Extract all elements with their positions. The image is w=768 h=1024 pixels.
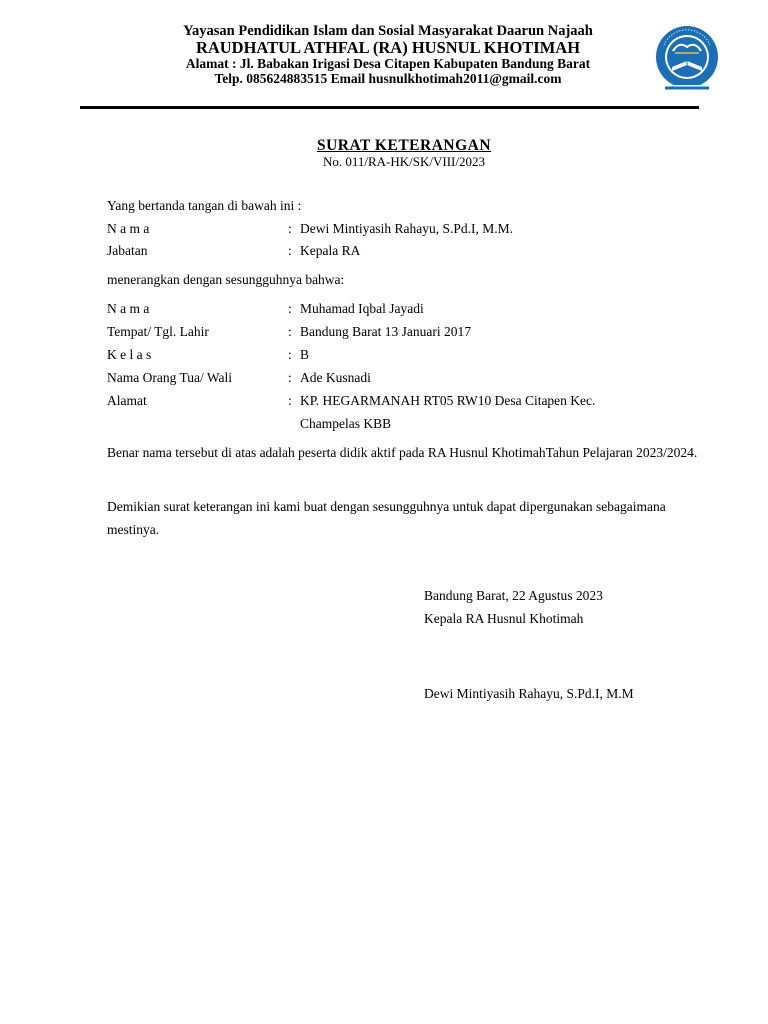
- school-logo: [655, 23, 719, 97]
- declare-text: menerangkan dengan sesungguhnya bahwa:: [107, 272, 345, 287]
- field-value: Ade Kusnadi: [300, 370, 371, 385]
- letterhead-divider: [80, 106, 699, 109]
- field-label: N a m a: [107, 301, 150, 316]
- letter-heading: [0, 137, 768, 170]
- school-name: RAUDHATUL ATHFAL (RA) HUSNUL KHOTIMAH: [195, 38, 581, 57]
- foundation-name: Yayasan Pendidikan Islam dan Sosial Masyarakat Daarun Najaah: [183, 23, 593, 39]
- letter-number: No. 011/RA-HK/SK/VIII/2023: [322, 154, 485, 169]
- field-label: Jabatan: [107, 243, 148, 258]
- closing-paragraph: Demikian surat keterangan ini kami buat dengan sesungguhnya untuk dapat dipergunakan sebagaimana mestinya.: [107, 499, 666, 537]
- field-value-continued: Champelas KBB: [300, 416, 392, 431]
- field-value: Kepala RA: [300, 243, 361, 258]
- field-colon: :: [288, 301, 292, 316]
- intro-text: Yang bertanda tangan di bawah ini :: [107, 198, 302, 213]
- signature-name: Dewi Mintiyasih Rahayu, S.Pd.I, M.M: [424, 686, 634, 701]
- field-colon: :: [288, 221, 292, 236]
- field-label: K e l a s: [107, 347, 152, 362]
- statement-paragraph: Benar nama tersebut di atas adalah peserta didik aktif pada RA Husnul KhotimahTahun Pelajaran 2023/2024.: [107, 445, 698, 460]
- school-contact: Telp. 085624883515 Email husnulkhotimah2011@gmail.com: [214, 71, 562, 86]
- field-label: Nama Orang Tua/ Wali: [107, 370, 233, 385]
- signature-place-date: Bandung Barat, 22 Agustus 2023: [424, 588, 603, 603]
- field-label: N a m a: [107, 221, 150, 236]
- field-value: Bandung Barat 13 Januari 2017: [300, 324, 471, 339]
- field-value: KP. HEGARMANAH RT05 RW10 Desa Citapen Kec.: [300, 393, 596, 408]
- field-colon: :: [288, 243, 292, 258]
- field-colon: :: [288, 393, 292, 408]
- field-value: B: [300, 347, 310, 362]
- school-address: Alamat : Jl. Babakan Irigasi Desa Citapen Kabupaten Bandung Barat: [185, 56, 591, 71]
- field-colon: :: [288, 347, 292, 362]
- field-colon: :: [288, 370, 292, 385]
- letter-title: SURAT KETERANGAN: [316, 137, 492, 154]
- field-label: Alamat: [107, 393, 147, 408]
- field-colon: :: [288, 324, 292, 339]
- field-value: Dewi Mintiyasih Rahayu, S.Pd.I, M.M.: [300, 221, 514, 236]
- field-value: Muhamad Iqbal Jayadi: [300, 301, 424, 316]
- field-label: Tempat/ Tgl. Lahir: [107, 324, 209, 339]
- signature-position: Kepala RA Husnul Khotimah: [424, 611, 584, 626]
